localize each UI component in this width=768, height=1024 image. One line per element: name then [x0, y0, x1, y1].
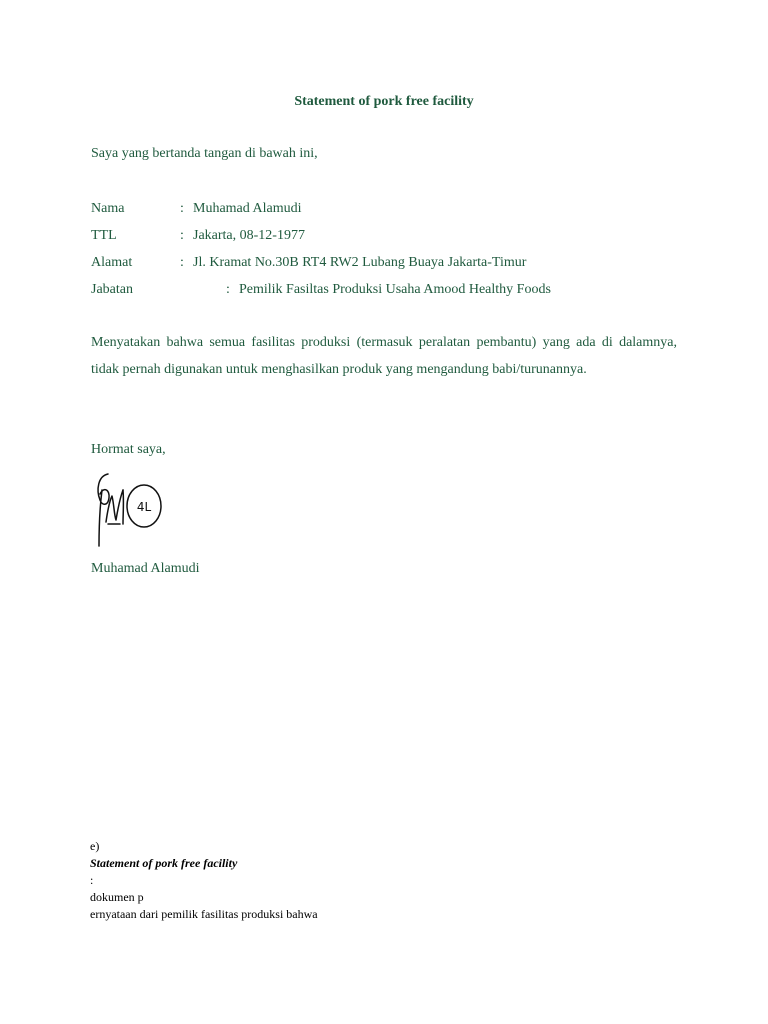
- document-title: Statement of pork free facility: [294, 94, 474, 109]
- closing-text: Hormat saya,: [91, 442, 166, 457]
- field-colon: :: [180, 255, 184, 270]
- field-label: Nama: [91, 201, 125, 216]
- statement-paragraph: Menyatakan bahwa semua fasilitas produksi (termasuk peralatan pembantu) yang ada di dalamnya, tidak pernah digunakan untuk menghasilkan produk yang mengandung babi/turunannya.: [91, 335, 677, 377]
- footer-line: :: [90, 873, 94, 887]
- field-value: Muhamad Alamudi: [193, 201, 302, 216]
- field-value: Jl. Kramat No.30B RT4 RW2 Lubang Buaya Jakarta-Timur: [193, 255, 527, 270]
- field-colon: :: [226, 282, 230, 297]
- intro-text: Saya yang bertanda tangan di bawah ini,: [91, 146, 318, 161]
- footer-line: ernyataan dari pemilik fasilitas produksi bahwa: [90, 907, 318, 921]
- field-label: Alamat: [91, 255, 133, 270]
- page-footer-notes: [90, 838, 318, 923]
- footer-title: Statement of pork free facility: [90, 856, 238, 870]
- field-value: Jakarta, 08-12-1977: [193, 228, 305, 243]
- field-label: Jabatan: [91, 282, 133, 297]
- footer-line: e): [90, 839, 100, 853]
- field-value: Pemilik Fasiltas Produksi Usaha Amood Healthy Foods: [239, 282, 551, 297]
- field-colon: :: [180, 201, 184, 216]
- handwritten-signature: [90, 466, 170, 554]
- signer-name: Muhamad Alamudi: [91, 561, 200, 576]
- field-label: TTL: [91, 228, 117, 243]
- field-colon: :: [180, 228, 184, 243]
- signature-initials: 4L: [136, 500, 152, 514]
- footer-line: dokumen p: [90, 890, 144, 904]
